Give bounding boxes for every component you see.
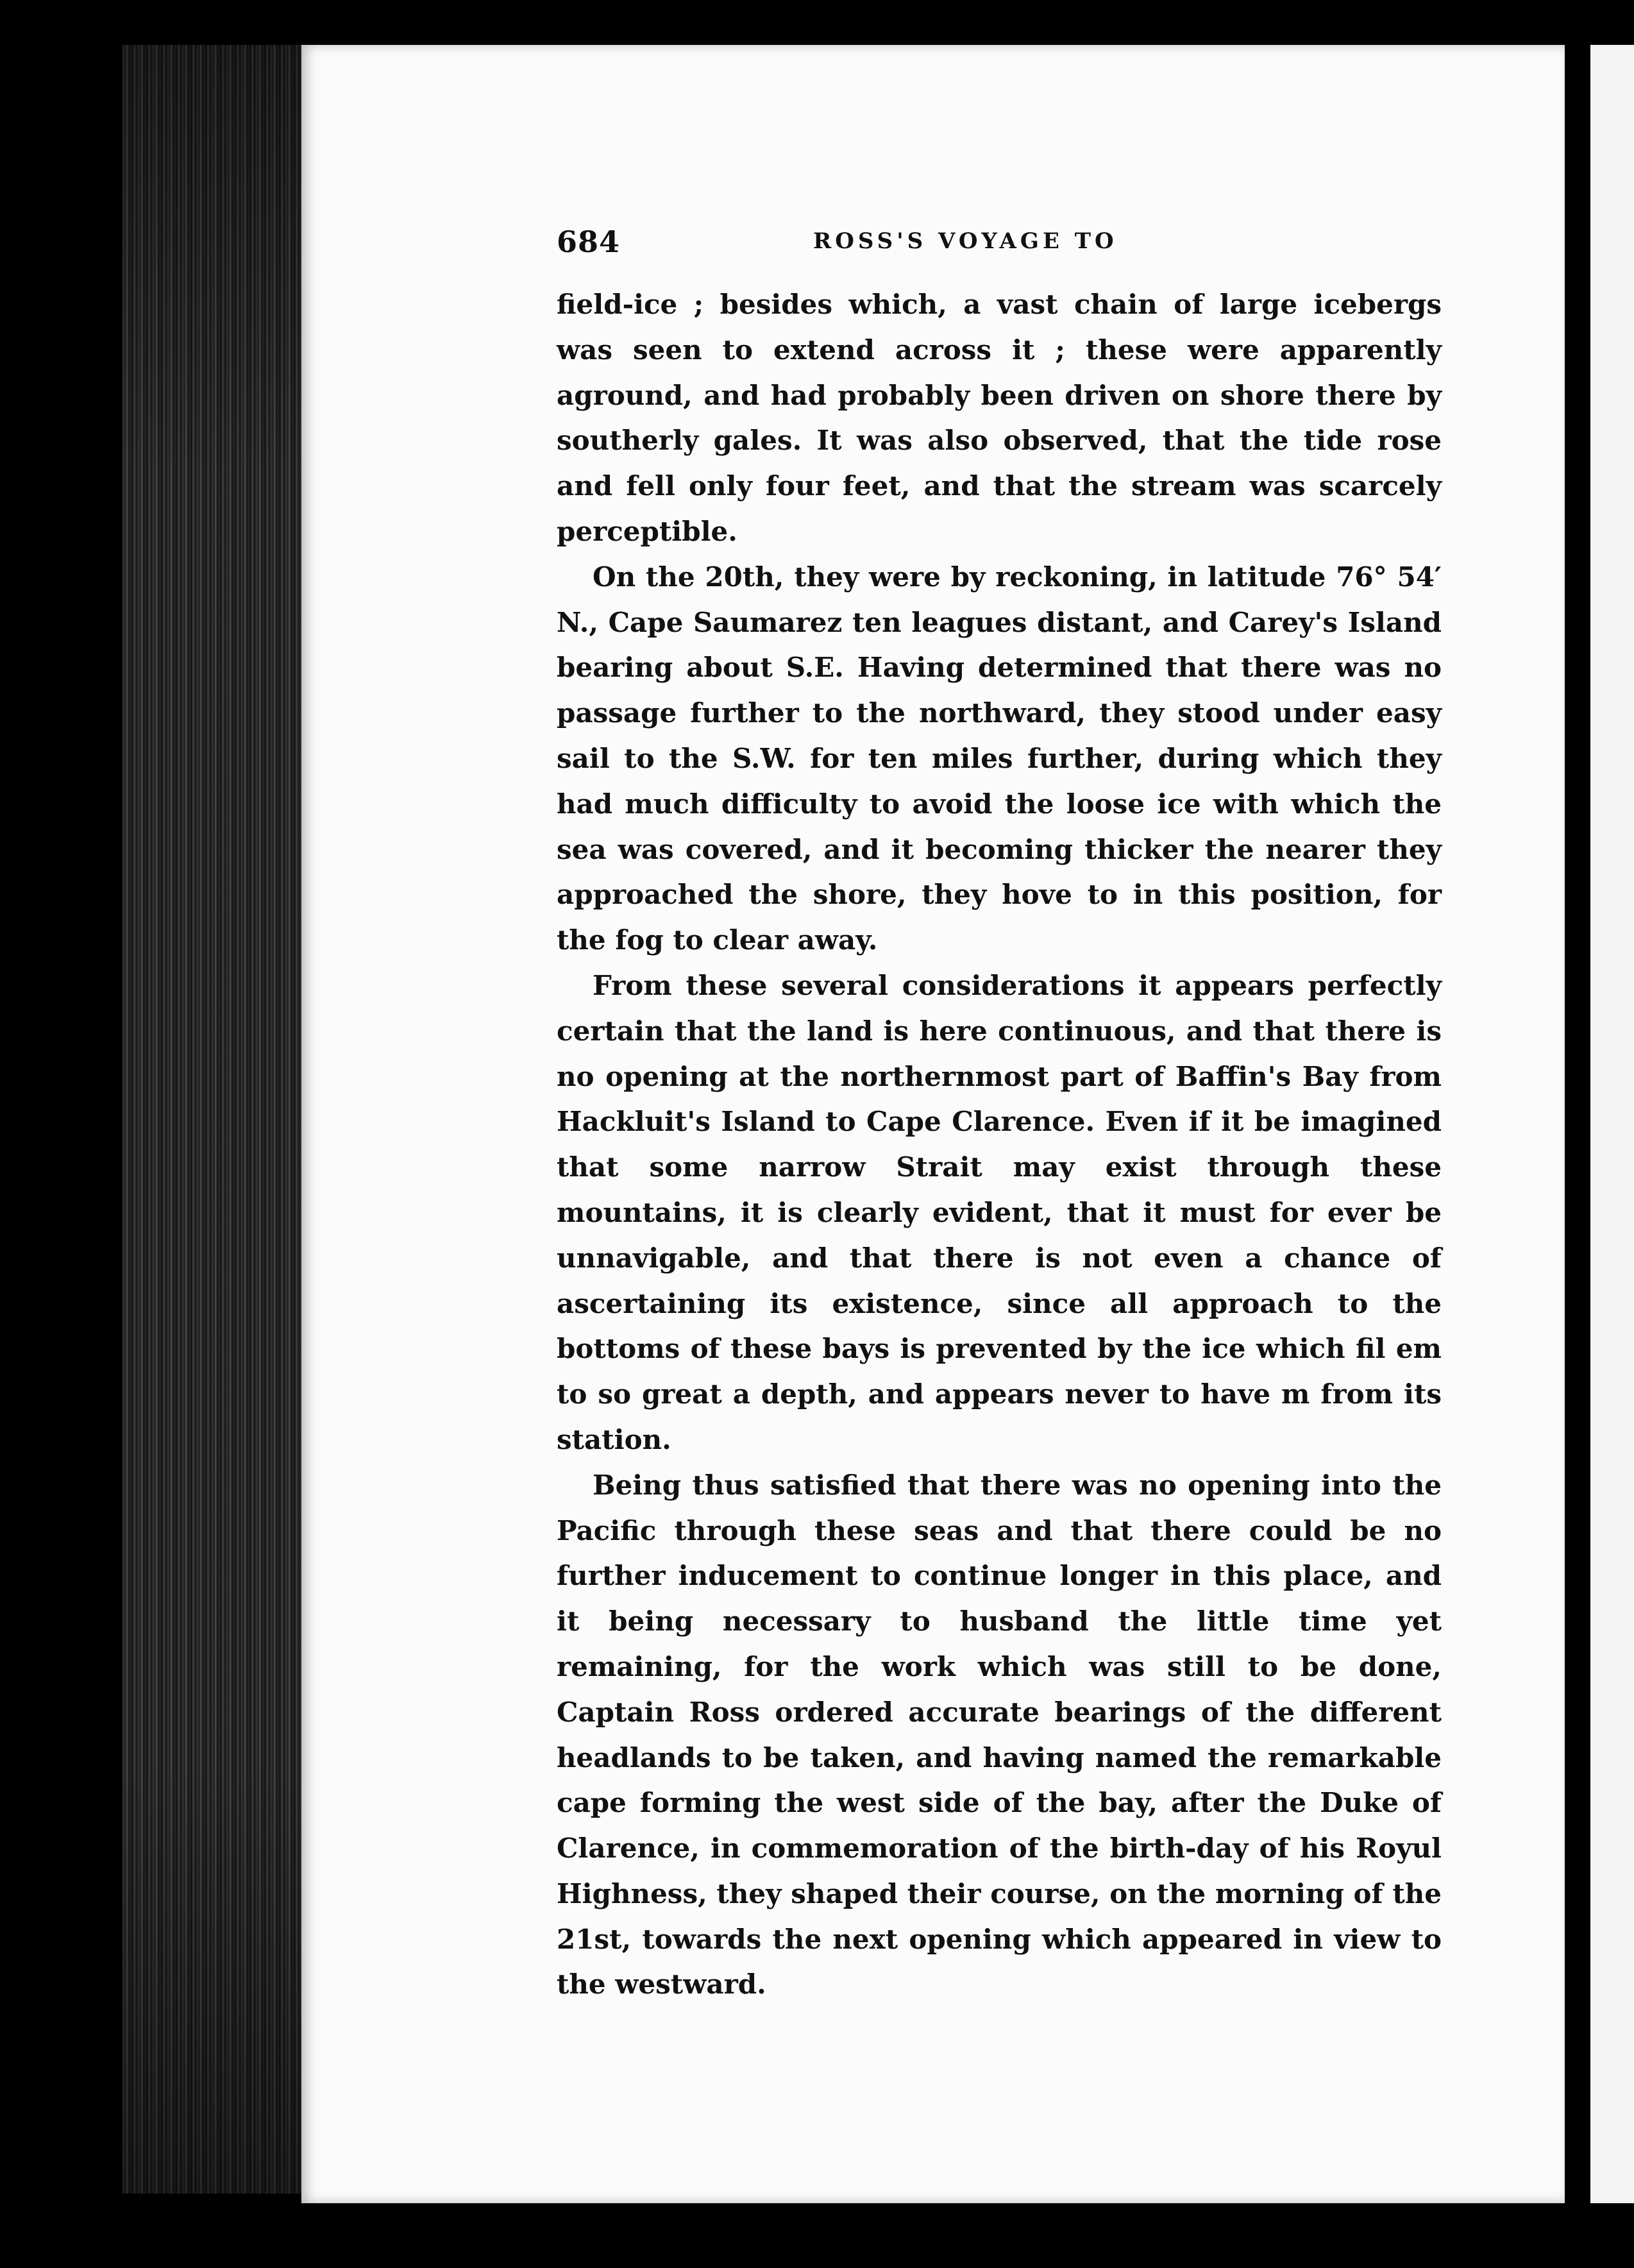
paragraph-2: On the 20th, they were by reckoning, in latitude 76° 54′ N., Cape Saumarez ten leagues distant, and Carey's Island bearing about S.E. Having determined that there was no passage further to the northward, they stood under easy sail to the S.W. for ten miles further, during which they had much difficulty to avoid the loose ice with which the sea was covered, and it becoming thicker the nearer they approached the shore, they hove to in this position, for the fog to clear away. xyxy=(557,561,1442,956)
page-header xyxy=(557,224,1442,263)
fore-edge-shadow xyxy=(122,45,301,2194)
paragraph-1: field-ice ; besides which, a vast chain of large icebergs was seen to extend across it ; these were apparently aground, and had probably been driven on shore there by southerly gales. It was also observed, that the tide rose and fell only four feet, and that the stream was scarcely perceptible. xyxy=(557,289,1442,547)
body-text xyxy=(557,282,1442,2008)
paragraph-4: Being thus satisfied that there was no opening into the Pacific through these seas and that there could be no further inducement to continue longer in this place, and it being necessary to husband the little time yet remaining, for the work which was still to be done, Captain Ross ordered accurate bearings of the different headlands to be taken, and having named the remarkable cape forming the west side of the bay, after the Duke of Clarence, in commemoration of the birth-day of his Royul Highness, they shaped their course, on the morning of the 21st, towards the next opening which appeared in view to the westward. xyxy=(557,1469,1442,2001)
facing-page-edge xyxy=(1590,45,1634,2203)
paragraph-3: From these several considerations it appears perfectly certain that the land is here continuous, and that there is no opening at the northernmost part of Baffin's Bay from Hackluit's Island to Cape Clarence. Even if it be imagined that some narrow Strait may exist through these mountains, it is clearly evident, that it must for ever be unnavigable, and that there is not even a chance of ascertaining its existence, since all approach to the bottoms of these bays is prevented by the ice which fil em to so great a depth, and appears never to have m from its station. xyxy=(557,969,1442,1455)
page-number: 684 xyxy=(557,224,621,259)
running-head: ROSS'S VOYAGE TO xyxy=(813,228,1118,254)
